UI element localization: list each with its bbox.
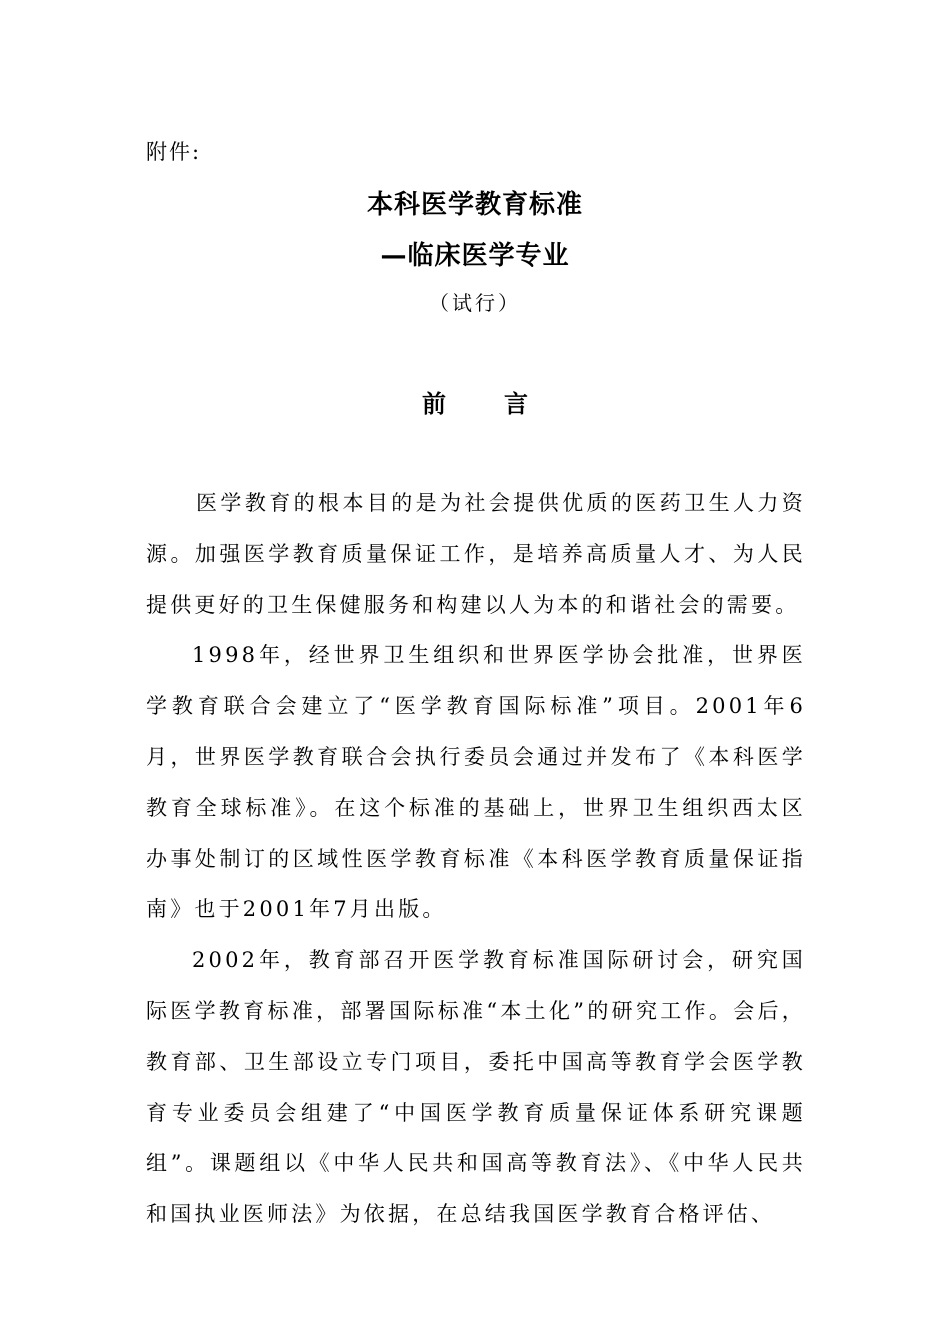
preface-heading-char-1: 前 <box>422 390 446 418</box>
paragraph-1: 医学教育的根本目的是为社会提供优质的医药卫生人力资源。加强医学教育质量保证工作，是培养高质量人才、为人民提供更好的卫生保健服务和构建以人为本的和谐社会的需要。 <box>146 491 806 617</box>
preface-heading <box>0 384 950 419</box>
preface-heading-char-2: 言 <box>504 390 528 418</box>
paragraph-2: 1998年，经世界卫生组织和世界医学协会批准，世界医学教育联合会建立了“医学教育国际标准”项目。2001年6月，世界医学教育联合会执行委员会通过并发布了《本科医学教育全球标准》。在这个标准的基础上，世界卫生组织西太区办事处制订的区域性医学教育标准《本科医学教育质量保证指南》也于2001年7月出版。 <box>146 643 806 922</box>
document-title: 本科医学教育标准 <box>366 190 583 220</box>
document-subtitle: —临床医学专业 <box>380 241 570 271</box>
body-text <box>146 478 806 1240</box>
paragraph-3: 2002年，教育部召开医学教育标准国际研讨会，研究国际医学教育标准，部署国际标准“本土化”的研究工作。会后，教育部、卫生部设立专门项目，委托中国高等教育学会医学教育专业委员会组建了“中国医学教育质量保证体系研究课题组”。课题组以《中华人民共和国高等教育法》、《中华人民共和国执业医师法》为依据，在总结我国医学教育合格评估、 <box>146 948 806 1227</box>
attachment-label: 附件: <box>146 140 202 164</box>
trial-note: （试行） <box>429 291 521 315</box>
